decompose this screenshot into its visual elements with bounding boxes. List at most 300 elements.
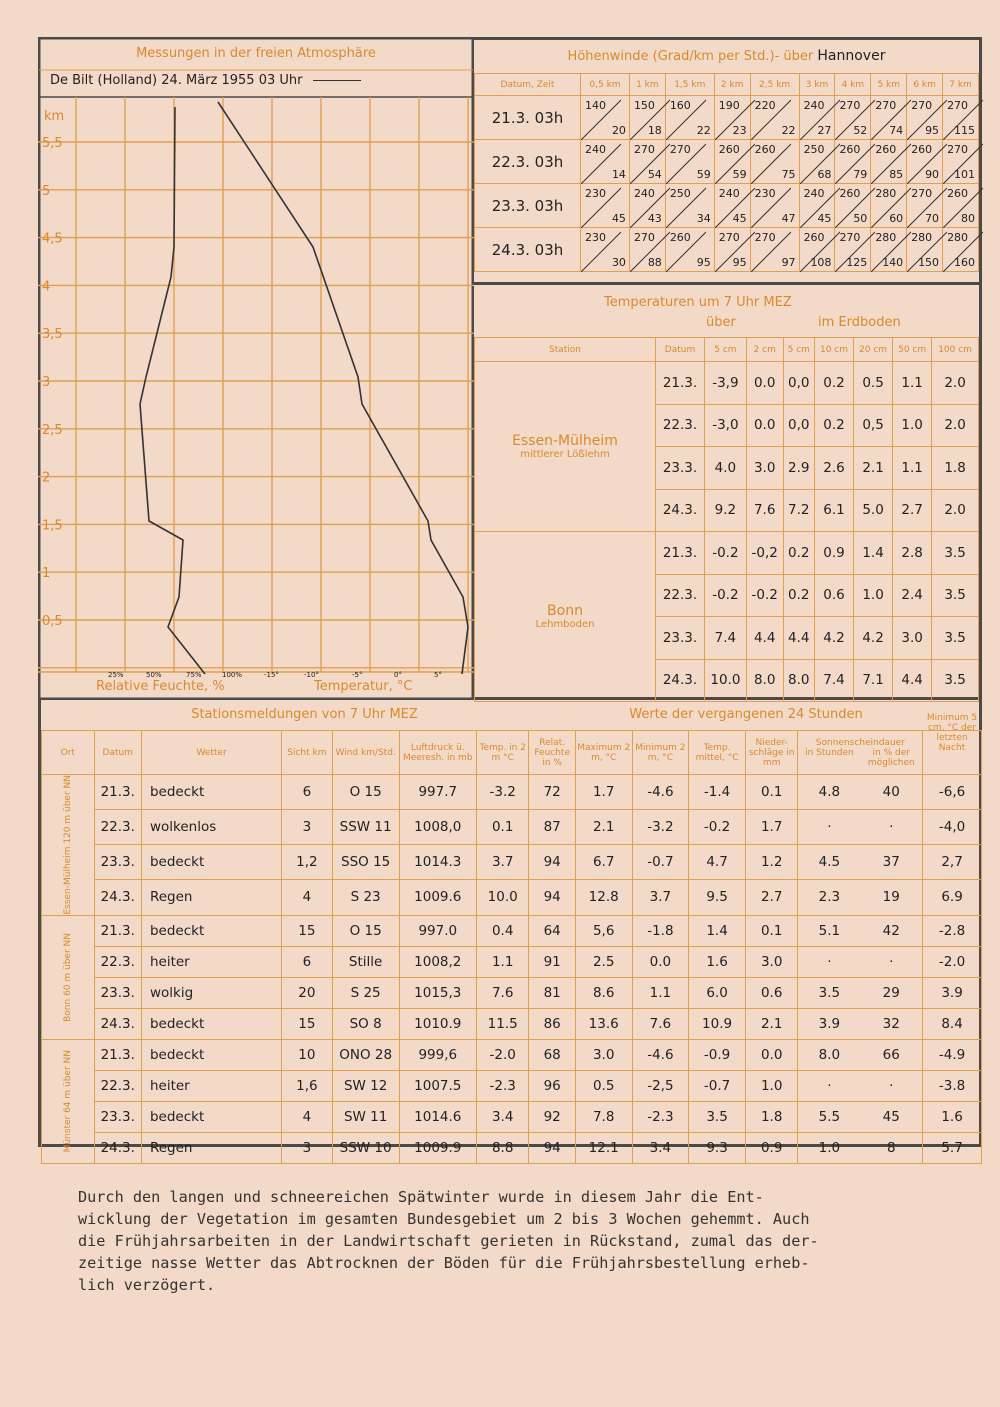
station-header: Station xyxy=(475,338,656,362)
station-value: 1,2 xyxy=(282,845,333,880)
station-value: 64 xyxy=(529,915,575,946)
wind-speed: 95 xyxy=(732,256,747,269)
temp-value: 7.4 xyxy=(705,617,747,660)
station-row xyxy=(42,977,982,1008)
temp-value: 3.5 xyxy=(932,659,979,702)
station-value: 10 xyxy=(282,1039,333,1070)
sun-value: 1.0 xyxy=(818,1139,841,1156)
temp-value: 4.2 xyxy=(814,617,853,660)
wind-speed: 125 xyxy=(846,256,868,269)
sun-values xyxy=(798,1070,923,1101)
temp-col-header: 2 cm xyxy=(746,338,783,362)
wind-speed: 22 xyxy=(696,124,711,137)
wind-direction: 260 xyxy=(875,143,897,156)
winds-panel xyxy=(474,37,982,285)
wind-direction: 260 xyxy=(839,187,861,200)
station-value: bedeckt xyxy=(141,845,281,880)
temp-value: 1.0 xyxy=(893,404,932,447)
station-value: 3 xyxy=(282,810,333,845)
wind-cell xyxy=(629,140,665,184)
wind-cell xyxy=(799,184,835,228)
wind-height-header: 5 km xyxy=(871,74,907,96)
station-value: SSW 10 xyxy=(332,1132,399,1163)
wind-height-header: 2,5 km xyxy=(750,74,799,96)
wind-direction: 270 xyxy=(839,231,861,244)
wind-cell xyxy=(943,184,979,228)
wind-cell xyxy=(665,184,714,228)
temp-value: 9.2 xyxy=(705,489,747,532)
station-value: SO 8 xyxy=(332,1008,399,1039)
min-value: 3.9 xyxy=(923,977,982,1008)
temp-value: 2.4 xyxy=(893,574,932,617)
station-soil: Lehmboden xyxy=(535,619,595,630)
atmosphere-panel xyxy=(38,37,474,700)
wind-direction: 270 xyxy=(839,99,861,112)
station-row xyxy=(42,845,982,880)
station-value: 4.7 xyxy=(689,845,746,880)
wind-direction: 260 xyxy=(803,231,825,244)
min-value: -2.8 xyxy=(923,915,982,946)
wind-direction: 270 xyxy=(669,143,691,156)
sun-values xyxy=(798,946,923,977)
min-col-header xyxy=(923,731,982,775)
temp-value: 22.3. xyxy=(656,404,705,447)
atmos-subtitle-text: De Bilt (Holland) 24. März 1955 03 Uhr xyxy=(50,73,303,88)
station-value: bedeckt xyxy=(141,1008,281,1039)
sun-value: 8 xyxy=(886,1139,896,1156)
temp-value: 3.5 xyxy=(932,617,979,660)
wind-cell xyxy=(871,96,907,140)
sun-value: · xyxy=(827,1077,832,1094)
wind-row xyxy=(475,228,979,272)
station-value: O 15 xyxy=(332,775,399,810)
wind-speed: 50 xyxy=(853,212,868,225)
station-value: 3.5 xyxy=(689,1101,746,1132)
temp-value: 7.2 xyxy=(783,489,814,532)
wind-direction: 270 xyxy=(633,231,655,244)
wind-cell xyxy=(799,140,835,184)
y-axis-label: 3 xyxy=(42,375,51,390)
wind-cell xyxy=(665,140,714,184)
station-value: SW 12 xyxy=(332,1070,399,1101)
wind-height-header: 3 km xyxy=(799,74,835,96)
sun-values xyxy=(798,845,923,880)
station-value: 1009.9 xyxy=(399,1132,476,1163)
t-tick-m5: -5° xyxy=(352,671,363,679)
station-value: bedeckt xyxy=(141,915,281,946)
station-value: S 23 xyxy=(332,880,399,915)
station-value: 24.3. xyxy=(94,1008,141,1039)
temp-value: 7.1 xyxy=(854,659,893,702)
station-row xyxy=(42,810,982,845)
stations-table xyxy=(41,730,982,1164)
temp-value: 10.0 xyxy=(705,659,747,702)
sun-value: 42 xyxy=(882,922,900,939)
wind-direction: 240 xyxy=(718,187,740,200)
station-value: 8.8 xyxy=(476,1132,529,1163)
station-col-header: Minimum 2 m, °C xyxy=(632,731,689,775)
wind-row xyxy=(475,96,979,140)
station-value: -3.2 xyxy=(632,810,689,845)
wind-direction: 150 xyxy=(633,99,655,112)
temp-value: 3.5 xyxy=(932,574,979,617)
wind-cell xyxy=(943,140,979,184)
temp-value: 4.4 xyxy=(783,617,814,660)
wind-cell xyxy=(835,96,871,140)
station-value: 6.0 xyxy=(689,977,746,1008)
station-value: 6 xyxy=(282,775,333,810)
temp-col-header: 50 cm xyxy=(893,338,932,362)
temp-value: 0,0 xyxy=(783,362,814,405)
station-value: 21.3. xyxy=(94,775,141,810)
temp-value: 5.0 xyxy=(854,489,893,532)
h-tick-75: 75% xyxy=(186,671,202,679)
station-value: 997.7 xyxy=(399,775,476,810)
station-cell xyxy=(475,532,656,702)
station-value: 1.7 xyxy=(575,775,632,810)
temps-date-header: Datum xyxy=(656,338,705,362)
wind-cell xyxy=(943,228,979,272)
sun-value: 19 xyxy=(882,889,900,906)
temp-value: 4.4 xyxy=(893,659,932,702)
station-value: -0.9 xyxy=(689,1039,746,1070)
temp-col-header: 5 cm xyxy=(705,338,747,362)
wind-cell xyxy=(750,184,799,228)
temp-value: 8.0 xyxy=(746,659,783,702)
wind-cell xyxy=(750,140,799,184)
sun-value: 5.5 xyxy=(818,1108,841,1125)
min-value: 6.9 xyxy=(923,880,982,915)
temp-value: 0,5 xyxy=(854,404,893,447)
station-value: 7.6 xyxy=(632,1008,689,1039)
wind-speed: 150 xyxy=(918,256,940,269)
station-value: S 25 xyxy=(332,977,399,1008)
station-value: 4 xyxy=(282,880,333,915)
station-value: Stille xyxy=(332,946,399,977)
sun-value: 3.9 xyxy=(818,1015,841,1032)
sun-values xyxy=(798,1132,923,1163)
station-value: 21.3. xyxy=(94,1039,141,1070)
station-value: 15 xyxy=(282,1008,333,1039)
temp-value: 7.6 xyxy=(746,489,783,532)
wind-height-header: 4 km xyxy=(835,74,871,96)
wind-speed: 80 xyxy=(961,212,975,225)
temp-col-header: 10 cm xyxy=(814,338,853,362)
temp-value: 6.1 xyxy=(814,489,853,532)
h-tick-50: 50% xyxy=(146,671,162,679)
place-name: Münster 64 m über NN xyxy=(62,1049,73,1153)
min-value: -3.8 xyxy=(923,1070,982,1101)
wind-speed: 85 xyxy=(889,168,904,181)
wind-direction: 240 xyxy=(633,187,655,200)
wind-speed: 101 xyxy=(954,168,975,181)
wind-direction: 270 xyxy=(947,99,969,112)
station-value: 23.3. xyxy=(94,845,141,880)
station-value: 22.3. xyxy=(94,810,141,845)
min-value: -4,0 xyxy=(923,810,982,845)
atmos-title: Messungen in der freien Atmosphäre xyxy=(136,46,376,61)
station-value: 1009.6 xyxy=(399,880,476,915)
sun-values xyxy=(798,880,923,915)
station-value: 86 xyxy=(529,1008,575,1039)
temp-value: 3.0 xyxy=(893,617,932,660)
min-value: 1.6 xyxy=(923,1101,982,1132)
winds-table xyxy=(474,73,979,272)
station-value: 94 xyxy=(529,880,575,915)
wind-speed: 59 xyxy=(696,168,711,181)
station-value: -2,5 xyxy=(632,1070,689,1101)
station-value: Regen xyxy=(141,1132,281,1163)
station-row xyxy=(42,915,982,946)
wind-height-header: 6 km xyxy=(907,74,943,96)
wind-speed: 34 xyxy=(696,212,711,225)
temp-value: 4.0 xyxy=(705,447,747,490)
wind-direction: 250 xyxy=(669,187,691,200)
wind-cell xyxy=(871,184,907,228)
station-value: 22.3. xyxy=(94,946,141,977)
temp-value: 21.3. xyxy=(656,532,705,575)
station-value: heiter xyxy=(141,946,281,977)
sun-value: 5.1 xyxy=(818,922,841,939)
station-name: Essen-Mülheim xyxy=(512,433,618,449)
station-value: 96 xyxy=(529,1070,575,1101)
station-value: 2.1 xyxy=(575,810,632,845)
station-name: Bonn xyxy=(547,603,583,619)
wind-cell xyxy=(665,96,714,140)
wind-cell xyxy=(835,184,871,228)
t-tick-0: 0° xyxy=(394,671,402,679)
wind-direction: 270 xyxy=(947,143,969,156)
station-value: 1.2 xyxy=(745,845,798,880)
place-cell xyxy=(42,915,95,1039)
wind-speed: 18 xyxy=(647,124,662,137)
wind-speed: 47 xyxy=(781,212,796,225)
temp-value: -0,2 xyxy=(746,532,783,575)
temps-over: über xyxy=(706,315,736,330)
sun-values xyxy=(798,977,923,1008)
sun-values xyxy=(798,1101,923,1132)
temp-value: 0.2 xyxy=(783,574,814,617)
station-value: SW 11 xyxy=(332,1101,399,1132)
station-value: 72 xyxy=(529,775,575,810)
wind-height-header: 1 km xyxy=(629,74,665,96)
y-axis-label: 0,5 xyxy=(42,614,63,629)
station-value: wolkig xyxy=(141,977,281,1008)
temp-value: 0.0 xyxy=(746,362,783,405)
t-tick-m15: -15° xyxy=(264,671,279,679)
wind-cell xyxy=(907,184,943,228)
min-value: -4.9 xyxy=(923,1039,982,1070)
wind-cell xyxy=(581,140,630,184)
station-value: -4.6 xyxy=(632,775,689,810)
sun-value: 40 xyxy=(882,784,900,801)
y-axis-label: 5,5 xyxy=(42,136,63,151)
station-value: 94 xyxy=(529,845,575,880)
station-value: 3.0 xyxy=(745,946,798,977)
station-row xyxy=(42,775,982,810)
wind-direction: 190 xyxy=(718,99,740,112)
station-value: 13.6 xyxy=(575,1008,632,1039)
wind-direction: 270 xyxy=(911,99,933,112)
wind-date: 24.3. 03h xyxy=(475,228,581,272)
station-value: SSO 15 xyxy=(332,845,399,880)
wind-speed: 160 xyxy=(954,256,975,269)
station-value: 11.5 xyxy=(476,1008,529,1039)
wind-speed: 43 xyxy=(647,212,662,225)
station-value: 0.1 xyxy=(745,775,798,810)
temp-value: 24.3. xyxy=(656,489,705,532)
station-value: 94 xyxy=(529,1132,575,1163)
temps-ground: im Erdboden xyxy=(818,315,901,330)
y-axis-label: 3,5 xyxy=(42,327,63,343)
wind-cell xyxy=(629,228,665,272)
wind-direction: 230 xyxy=(585,187,606,200)
station-value: 3.4 xyxy=(632,1132,689,1163)
temps-panel xyxy=(474,285,982,700)
min-value: -2.0 xyxy=(923,946,982,977)
temp-value: 0,0 xyxy=(783,404,814,447)
station-value: 10.0 xyxy=(476,880,529,915)
station-value: 0.5 xyxy=(575,1070,632,1101)
station-value: Regen xyxy=(141,880,281,915)
wind-speed: 74 xyxy=(889,124,904,137)
station-value: bedeckt xyxy=(141,1039,281,1070)
station-value: 2.5 xyxy=(575,946,632,977)
station-value: 12.1 xyxy=(575,1132,632,1163)
sun-values xyxy=(798,1008,923,1039)
station-value: 0.9 xyxy=(745,1132,798,1163)
station-value: 0.1 xyxy=(745,915,798,946)
sun-values xyxy=(798,1039,923,1070)
temp-value: 0.2 xyxy=(783,532,814,575)
wind-speed: 20 xyxy=(611,124,626,137)
min-value: 5.7 xyxy=(923,1132,982,1163)
temp-value: 1.1 xyxy=(893,447,932,490)
temp-value: 2.1 xyxy=(854,447,893,490)
temp-value: 2.0 xyxy=(932,362,979,405)
station-col-header: Wind km/Std. xyxy=(332,731,399,775)
wind-direction: 160 xyxy=(669,99,691,112)
wind-direction: 230 xyxy=(585,231,606,244)
temp-col-header: 20 cm xyxy=(854,338,893,362)
wind-direction: 230 xyxy=(754,187,776,200)
wind-date: 23.3. 03h xyxy=(475,184,581,228)
temp-value: 0.9 xyxy=(814,532,853,575)
wind-cell xyxy=(665,228,714,272)
station-value: 81 xyxy=(529,977,575,1008)
wind-speed: 59 xyxy=(732,168,747,181)
station-value: 3.7 xyxy=(632,880,689,915)
temp-value: 3.0 xyxy=(746,447,783,490)
temp-value: 0.6 xyxy=(814,574,853,617)
sun-value: 4.8 xyxy=(818,784,841,801)
wind-direction: 280 xyxy=(875,231,897,244)
station-value: 1015,3 xyxy=(399,977,476,1008)
y-axis-label: 4 xyxy=(42,279,51,295)
station-value: 23.3. xyxy=(94,977,141,1008)
temp-value: 0.2 xyxy=(814,404,853,447)
temp-value: -0.2 xyxy=(705,532,747,575)
wind-speed: 45 xyxy=(611,212,626,225)
station-row xyxy=(42,1070,982,1101)
wind-speed: 108 xyxy=(810,256,832,269)
winds-title xyxy=(474,48,979,64)
station-value: 1007.5 xyxy=(399,1070,476,1101)
wind-direction: 240 xyxy=(803,99,825,112)
wind-direction: 270 xyxy=(633,143,655,156)
wind-direction: 280 xyxy=(875,187,897,200)
wind-speed: 54 xyxy=(647,168,662,181)
station-value: 6.7 xyxy=(575,845,632,880)
station-value: 1014.3 xyxy=(399,845,476,880)
wind-height-header: 0,5 km xyxy=(581,74,630,96)
wind-cell xyxy=(835,140,871,184)
place-cell xyxy=(42,1039,95,1163)
sun-header-label: Sonnenscheindauer xyxy=(815,737,905,748)
wind-speed: 68 xyxy=(817,168,832,181)
min-value: 2,7 xyxy=(923,845,982,880)
sun-value: 4.5 xyxy=(818,854,841,871)
sun-value: 8.0 xyxy=(818,1046,841,1063)
min-header: Minimum 5 cm, °C der letzten Nacht xyxy=(926,713,978,753)
station-value: 2.1 xyxy=(745,1008,798,1039)
sun-value: 2.3 xyxy=(818,889,841,906)
temp-value: 0.0 xyxy=(746,404,783,447)
wind-speed: 70 xyxy=(925,212,940,225)
temp-value: 2.9 xyxy=(783,447,814,490)
station-row xyxy=(42,1039,982,1070)
wind-height-header: 1,5 km xyxy=(665,74,714,96)
temp-value: 3.5 xyxy=(932,532,979,575)
wind-cell xyxy=(714,184,750,228)
wind-cell xyxy=(871,140,907,184)
wind-date: 22.3. 03h xyxy=(475,140,581,184)
wind-direction: 260 xyxy=(754,143,776,156)
wind-cell xyxy=(629,184,665,228)
sun-values xyxy=(798,810,923,845)
station-value: 21.3. xyxy=(94,915,141,946)
temp-value: 7.4 xyxy=(814,659,853,702)
station-value: -1.8 xyxy=(632,915,689,946)
wind-speed: 60 xyxy=(889,212,904,225)
station-col-header: Sicht km xyxy=(282,731,333,775)
place-name: Essen-Mülheim 120 m über NN xyxy=(62,775,73,915)
station-value: 1.0 xyxy=(745,1070,798,1101)
station-col-header: Relat. Feuchte in % xyxy=(529,731,575,775)
station-value: 15 xyxy=(282,915,333,946)
station-value: 9.3 xyxy=(689,1132,746,1163)
temp-value: 1.8 xyxy=(932,447,979,490)
wind-direction: 250 xyxy=(803,143,825,156)
station-value: 22.3. xyxy=(94,1070,141,1101)
wind-cell xyxy=(750,96,799,140)
station-cell xyxy=(475,362,656,532)
h-tick-25: 25% xyxy=(108,671,124,679)
wind-cell xyxy=(714,228,750,272)
wind-direction: 240 xyxy=(585,143,606,156)
sun-value: 29 xyxy=(882,984,900,1001)
sun-header xyxy=(798,731,923,775)
wind-direction: 220 xyxy=(754,99,776,112)
wind-cell xyxy=(907,140,943,184)
station-col-header: Temp. mittel, °C xyxy=(689,731,746,775)
station-value: 3.4 xyxy=(476,1101,529,1132)
station-row xyxy=(42,946,982,977)
wind-cell xyxy=(907,96,943,140)
wind-row xyxy=(475,184,979,228)
station-value: -3.2 xyxy=(476,775,529,810)
wind-direction: 270 xyxy=(754,231,776,244)
